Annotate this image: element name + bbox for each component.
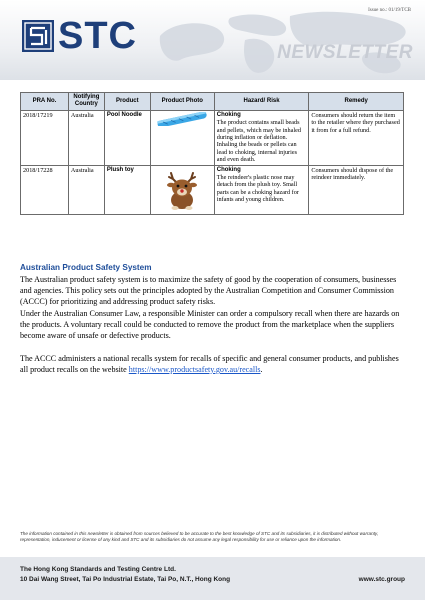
newsletter-title: NEWSLETTER bbox=[277, 42, 413, 63]
hazard-title: Choking bbox=[216, 111, 241, 118]
col-product: Product bbox=[104, 93, 150, 111]
product-photo bbox=[150, 110, 214, 165]
company-website[interactable]: www.stc.group bbox=[358, 576, 405, 583]
product-photo bbox=[150, 165, 214, 214]
stc-logo bbox=[22, 15, 137, 57]
table-row bbox=[21, 110, 404, 165]
section-title: Australian Product Safety System bbox=[20, 263, 152, 272]
remedy: Consumers should dispose of the reindeer immediately. bbox=[309, 165, 404, 214]
brand-name: STC bbox=[58, 15, 137, 57]
hazard-description: The product contains small beads and pellets, which may be inhaled during inflation or deflation. Inhaling the beads or pellets can lead to choking, internal injuries and even death. bbox=[216, 119, 301, 164]
col-remedy: Remedy bbox=[309, 93, 404, 111]
col-product-photo: Product Photo bbox=[150, 93, 214, 111]
paragraph-consumer-law: Under the Australian Consumer Law, a responsible Minister can order a compulsory recall when there are hazards on the products. A voluntary recall could be conducted to remove the product from the marketplace when the suppliers become aware of unsafe or defective products. bbox=[20, 309, 400, 340]
reindeer-plush-photo-icon bbox=[159, 167, 205, 211]
hazard-description: The reindeer's plastic nose may detach from the plush toy. Small parts can be a choking hazard for infants and young children. bbox=[216, 174, 299, 204]
newsletter-header bbox=[0, 0, 425, 80]
product-name: Pool Noodle bbox=[104, 110, 150, 165]
paragraph-product-safety-system: The Australian product safety system is to maximize the safety of good by the cooperation of consumers, businesses and agencies. This policy sets out the principles adopted by the Australian Competition and Consumer Commission (ACCC) for prioritizing and addressing product safety risks. bbox=[20, 275, 397, 306]
pool-noodle-photo-icon bbox=[153, 112, 211, 126]
col-pra-no: PRA No. bbox=[21, 93, 69, 111]
recall-table bbox=[20, 92, 404, 215]
company-name: The Hong Kong Standards and Testing Centre Ltd. bbox=[20, 566, 176, 573]
pra-no: 2018/17228 bbox=[21, 165, 69, 214]
notifying-country: Australia bbox=[68, 165, 104, 214]
company-address: 10 Dai Wang Street, Tai Po Industrial Estate, Tai Po, N.T., Hong Kong bbox=[20, 576, 231, 583]
pra-no: 2018/17219 bbox=[21, 110, 69, 165]
col-hazard-risk: Hazard/ Risk bbox=[214, 93, 309, 111]
recalls-text-end: . bbox=[260, 365, 263, 374]
recalls-text: The ACCC administers a national recalls system for recalls of specific and general consumer products, and publishes all product recalls on the website bbox=[20, 354, 399, 374]
paragraph-recalls-system bbox=[20, 353, 404, 375]
recalls-website-link[interactable]: https://www.productsafety.gov.au/recalls bbox=[128, 365, 261, 374]
col-notifying-country: Notifying Country bbox=[68, 93, 104, 111]
hazard-risk bbox=[214, 165, 309, 214]
stc-logo-icon bbox=[22, 20, 54, 52]
hazard-title: Choking bbox=[216, 166, 241, 173]
disclaimer: The information contained in this newsletter is obtained from sources believed to be accurate to the best knowledge of STC and its subsidiaries, it is distributed without warranty, representation, inducement or license of any kind and STC and its subsidiaries do not assume any legal responsibility for use or reliance upon the information. bbox=[20, 531, 379, 542]
remedy: Consumers should return the item to the retailer where they purchased it from for a full refund. bbox=[309, 110, 404, 165]
notifying-country: Australia bbox=[68, 110, 104, 165]
table-row bbox=[21, 165, 404, 214]
table-header-row bbox=[21, 93, 404, 111]
issue-number: Issue no.: 01/19/TCB bbox=[368, 8, 411, 13]
hazard-risk bbox=[214, 110, 309, 165]
product-name: Plush toy bbox=[104, 165, 150, 214]
